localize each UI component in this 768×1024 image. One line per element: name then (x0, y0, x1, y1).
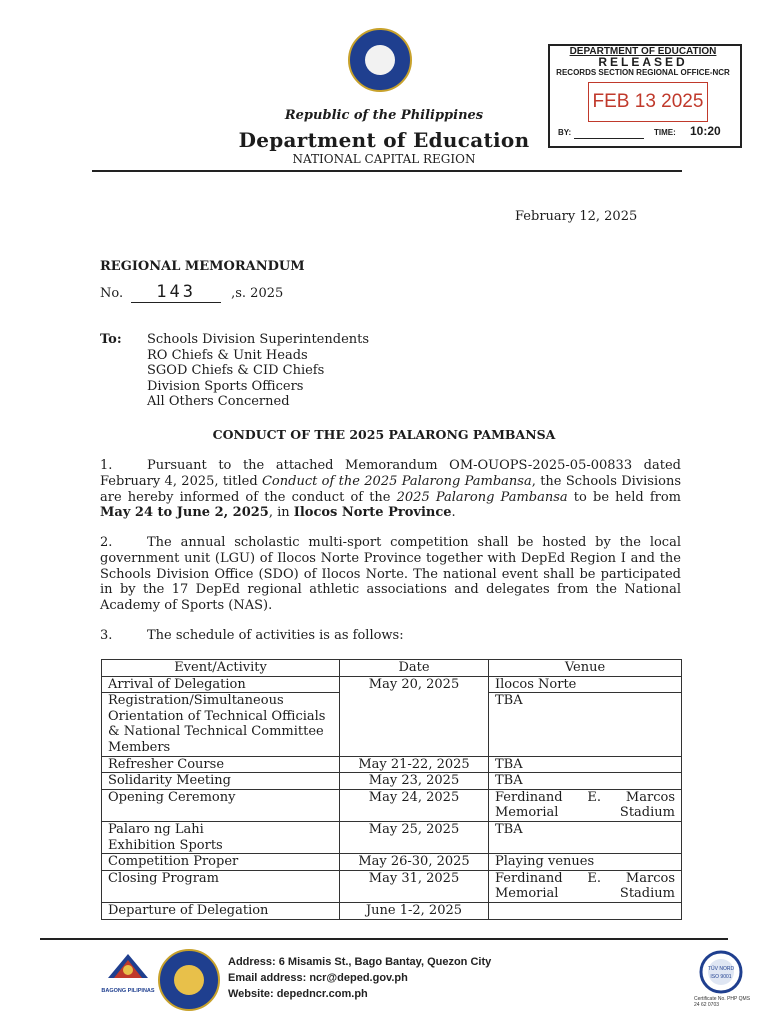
cell-venue: TBA (489, 773, 682, 790)
paragraph-3 (100, 628, 681, 644)
cell-venue: Ferdinand E. Marcos Memorial Stadium (489, 870, 682, 902)
recipient: SGOD Chiefs & CID Chiefs (147, 363, 325, 379)
cell-event: Arrival of Delegation (102, 676, 340, 693)
event-line: Exhibition Sports (108, 837, 223, 853)
header-date: Date (340, 660, 489, 677)
to-label: To: (100, 332, 122, 347)
stamp-by-line (574, 138, 644, 139)
header-venue: Venue (489, 660, 682, 677)
ncr-seal-emblem (174, 965, 204, 995)
bagong-pilipinas-logo-icon (106, 950, 150, 982)
footer-address: Address: 6 Misamis St., Bago Bantay, Quezon City (228, 956, 492, 968)
table-row (102, 870, 682, 902)
cell-event: Registration/Simultaneous Orientation of Technical Officials & National Technical Committee Members (102, 693, 340, 756)
table-row (102, 773, 682, 790)
cell-event (102, 821, 340, 853)
p1-dates-bold: May 24 to June 2, 2025 (100, 505, 269, 521)
region-line: NATIONAL CAPITAL REGION (292, 152, 476, 166)
stamp-released: RELEASED (598, 55, 688, 69)
republic-line: Republic of the Philippines (284, 108, 484, 123)
cell-venue: Ilocos Norte (489, 676, 682, 693)
p1-text: , in (268, 505, 294, 521)
p1-title-italic: Conduct of the 2025 Palarong Pambansa (261, 473, 532, 489)
cell-event: Opening Ceremony (102, 789, 340, 821)
paragraph-number: 1. (100, 458, 113, 473)
iso-label: ISO 9001 (710, 974, 732, 980)
paragraph-2 (100, 535, 681, 614)
cell-date: May 31, 2025 (340, 870, 489, 902)
cell-date: May 25, 2025 (340, 821, 489, 853)
deped-ncr-seal (158, 949, 220, 1011)
bagong-pilipinas-text: BAGONG PILIPINAS (101, 988, 155, 994)
p1-text: . (451, 505, 456, 521)
cell-date: June 1-2, 2025 (340, 902, 489, 919)
p1-event-italic: 2025 Palarong Pambansa (396, 489, 568, 505)
paragraph-number: 3. (100, 628, 113, 643)
stamp-time-label: TIME: (654, 128, 676, 137)
department-title: Department of Education (238, 128, 530, 152)
event-line: Palaro ng Lahi (108, 821, 204, 837)
p1-text: , the Schools Divisions are hereby informed of the conduct of the (100, 473, 681, 505)
memo-no-label: No. (100, 286, 124, 301)
cell-venue: TBA (489, 821, 682, 853)
stamp-date: FEB 13 2025 (588, 82, 708, 122)
deped-seal (348, 28, 412, 92)
stamp-records: RECORDS SECTION REGIONAL OFFICE-NCR (556, 68, 730, 77)
cell-venue: Ferdinand E. Marcos Memorial Stadium (489, 789, 682, 821)
p1-text: Pursuant to the attached Memorandum OM-OUOPS-2025-05-00833 dated February 4, 2025, titled (100, 458, 681, 489)
memo-series: ,s. 2025 (231, 286, 284, 301)
recipient: All Others Concerned (147, 394, 290, 410)
table-row (102, 854, 682, 871)
table-header-row (102, 660, 682, 677)
header-divider (92, 170, 682, 172)
table-row (102, 756, 682, 773)
p1-location-bold: Ilocos Norte Province (293, 505, 452, 521)
table-row (102, 789, 682, 821)
cell-date: May 26-30, 2025 (340, 854, 489, 871)
paragraph-number: 2. (100, 535, 113, 550)
p2-text: The annual scholastic multi-sport competition shall be hosted by the local government unit (LGU) of Ilocos Norte Province together with DepEd Region I and the Schools Division Office (SDO) of Ilocos Norte. The national event shall be participated in by the 17 DepEd regional athletic associations and delegates from the National Academy of Sports (NAS). (100, 535, 681, 614)
certificate-number: Certificate No. PHP QMS 24 62 0703 (694, 996, 751, 1008)
stamp-by-label: BY: (558, 128, 572, 137)
cell-venue: TBA (489, 693, 682, 756)
cell-venue: Playing venues (489, 854, 682, 871)
memo-number-line (100, 282, 283, 303)
recipient: Division Sports Officers (147, 378, 304, 394)
stamp-dept: DEPARTMENT OF EDUCATION (569, 46, 717, 57)
cell-event: Competition Proper (102, 854, 340, 871)
header-event: Event/Activity (102, 660, 340, 677)
cell-event: Closing Program (102, 870, 340, 902)
cell-event: Departure of Delegation (102, 902, 340, 919)
memo-number: 143 (131, 282, 221, 303)
schedule-table (101, 659, 682, 920)
footer-divider (40, 938, 728, 940)
recipient: RO Chiefs & Unit Heads (147, 347, 308, 363)
table-row (102, 676, 682, 693)
footer-email: Email address: ncr@deped.gov.ph (228, 972, 408, 984)
cell-venue: TBA (489, 756, 682, 773)
tuv-certification-icon (696, 950, 746, 994)
cell-date: May 23, 2025 (340, 773, 489, 790)
seal-emblem (365, 45, 395, 75)
stamp-time-value: 10:20 (690, 124, 721, 138)
p3-text: The schedule of activities is as follows: (147, 628, 404, 643)
cell-date: May 20, 2025 (340, 676, 489, 756)
cell-date: May 24, 2025 (340, 789, 489, 821)
memo-type: REGIONAL MEMORANDUM (100, 259, 305, 274)
footer-website: Website: depedncr.com.ph (228, 988, 368, 1000)
recipient: Schools Division Superintendents (147, 332, 370, 347)
recipient-list (147, 332, 369, 410)
p1-text: to be held from (567, 489, 682, 505)
tuv-label: TÜV NORD (707, 966, 735, 972)
cell-venue (489, 902, 682, 919)
cell-event: Refresher Course (102, 756, 340, 773)
memo-subject: CONDUCT OF THE 2025 PALARONG PAMBANSA (212, 427, 556, 442)
memo-date: February 12, 2025 (515, 209, 638, 224)
table-row (102, 902, 682, 919)
table-row (102, 821, 682, 853)
released-stamp (548, 44, 742, 148)
cell-event: Solidarity Meeting (102, 773, 340, 790)
paragraph-1 (100, 458, 681, 521)
cell-date: May 21-22, 2025 (340, 756, 489, 773)
